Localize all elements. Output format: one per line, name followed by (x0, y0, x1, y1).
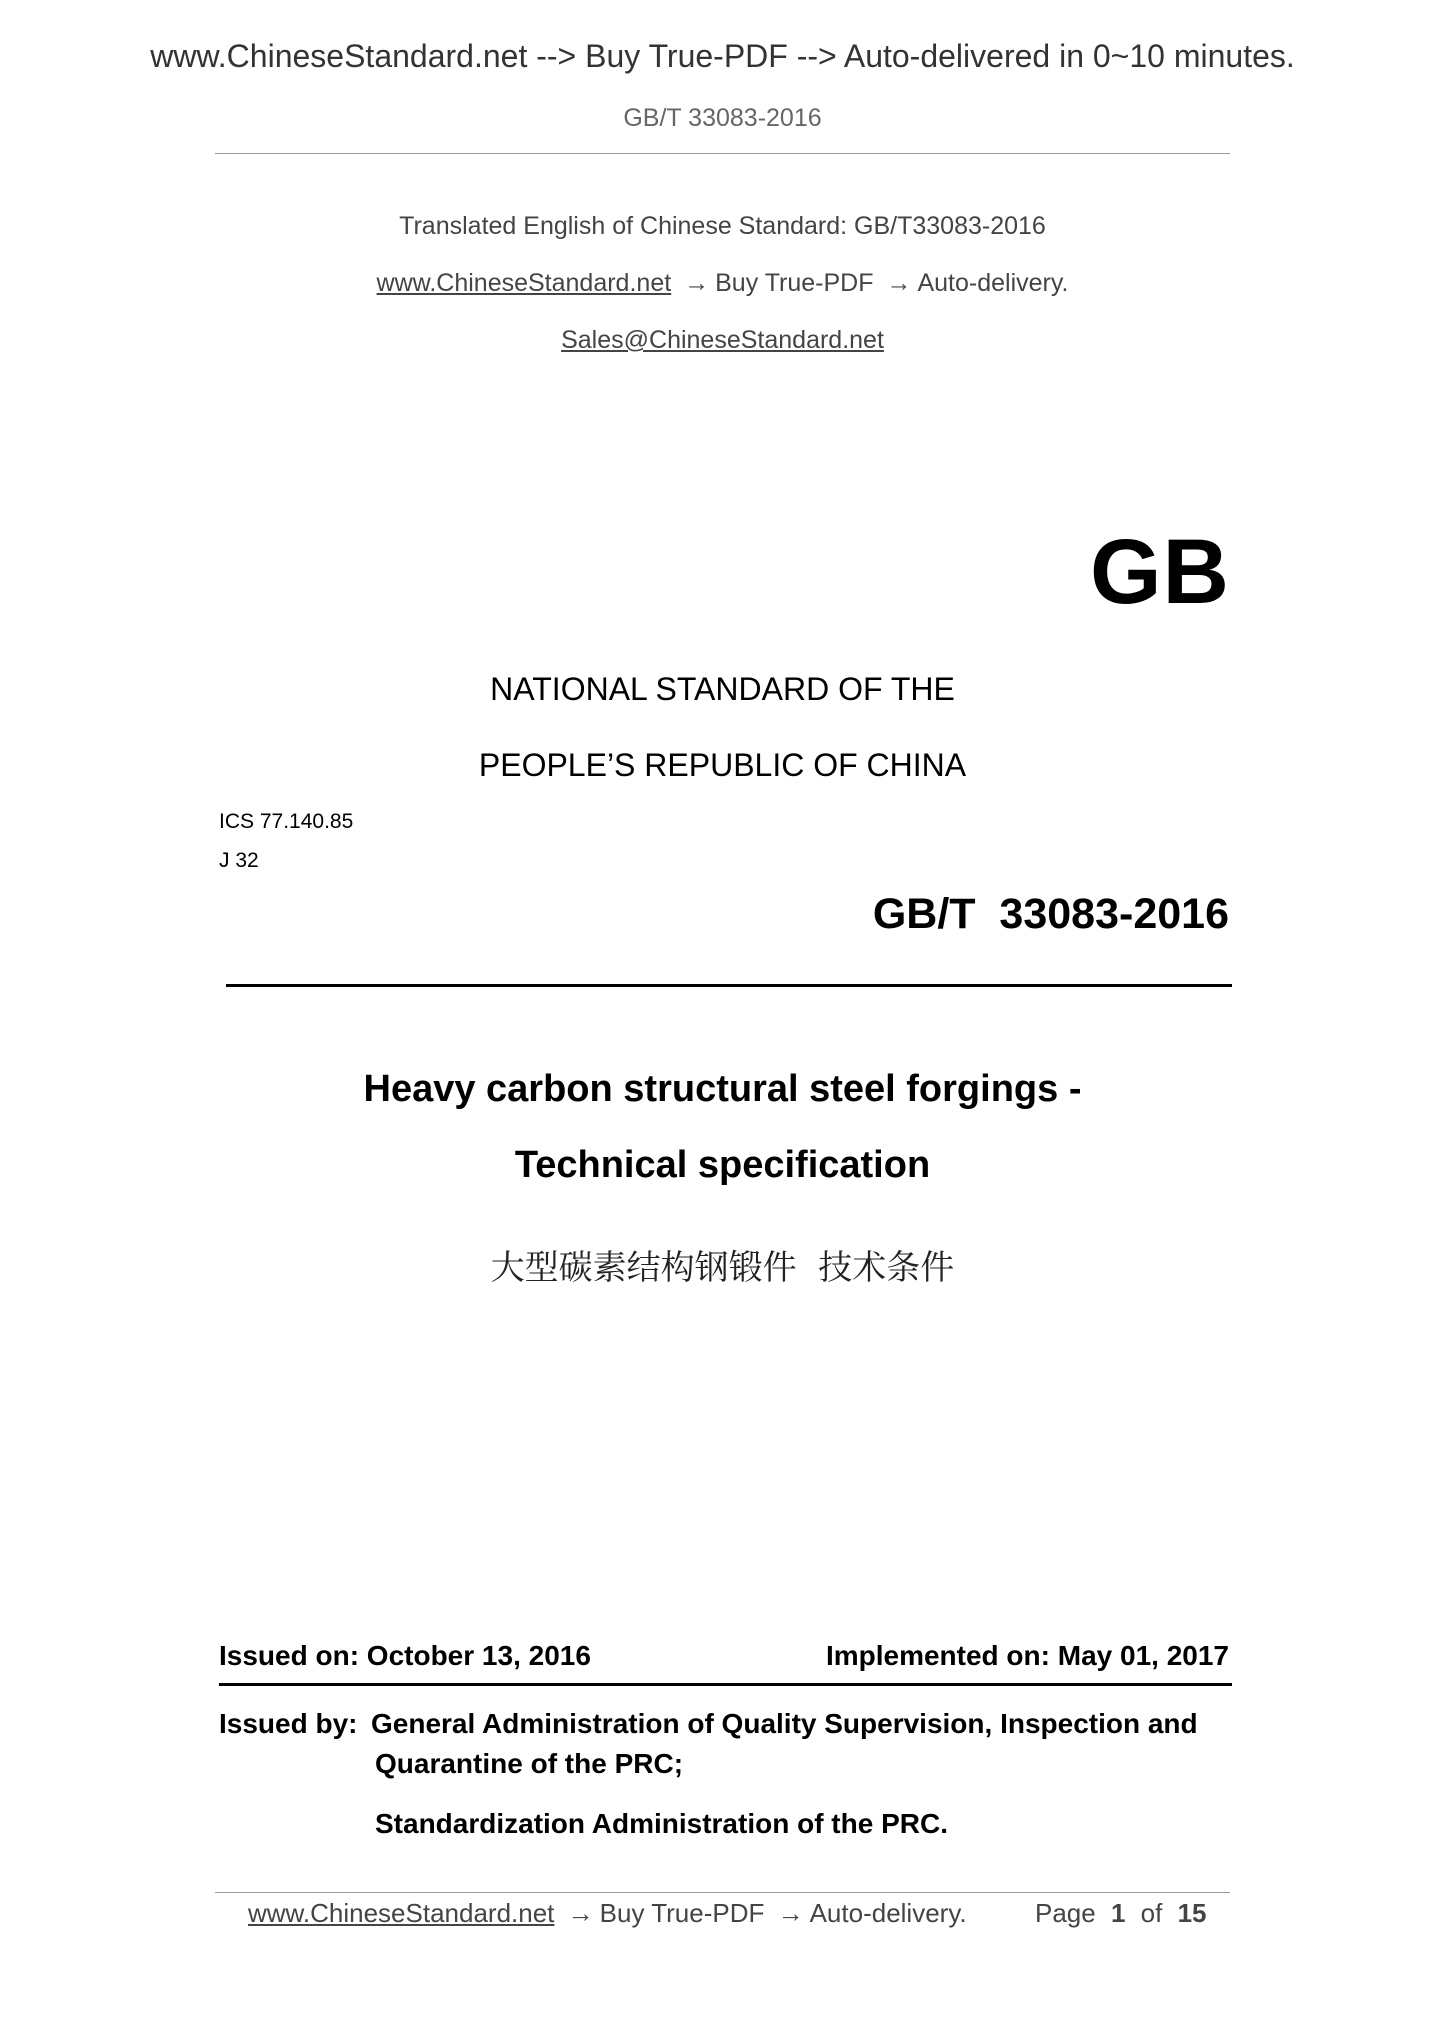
issued-on: Issued on: October 13, 2016 (219, 1640, 591, 1671)
buy-true-pdf-text: Buy True-PDF (715, 269, 874, 297)
issuer-1-line-1: General Administration of Quality Supervision, Inspection and (371, 1708, 1198, 1739)
implemented-on: Implemented on: May 01, 2017 (825, 1640, 1229, 1671)
standard-number: GB/T 33083-2016 (872, 890, 1229, 938)
page-current: 1 (1110, 1898, 1126, 1928)
ics-code: ICS 77.140.85 (219, 810, 354, 833)
of-label: of (1140, 1898, 1163, 1928)
promo-line (0, 269, 1445, 298)
issuer-1-line-2: Quarantine of the PRC; (375, 1748, 684, 1779)
issued-by-label: Issued by: (219, 1708, 358, 1739)
footer-rule (215, 1892, 1230, 1893)
site-banner: www.ChineseStandard.net --> Buy True-PDF --> Auto-delivered in 0~10 minutes. (150, 38, 1295, 74)
auto-delivery-text: Auto-delivery. (917, 269, 1069, 297)
page-label: Page (1035, 1898, 1096, 1928)
running-header: GB/T 33083-2016 (623, 104, 822, 132)
header-rule (215, 153, 1230, 154)
title-en-line-1: Heavy carbon structural steel forgings - (363, 1068, 1082, 1110)
footer-buy-text: Buy True-PDF (599, 1898, 765, 1928)
footer-site-link[interactable]: www.ChineseStandard.net (248, 1898, 555, 1928)
gb-mark: GB (1090, 521, 1230, 623)
national-standard-line-2: PEOPLE’S REPUBLIC OF CHINA (478, 747, 967, 783)
footer-promo (248, 1898, 967, 1929)
issuer-2: Standardization Administration of the PRC. (375, 1808, 948, 1839)
page-total: 15 (1177, 1898, 1207, 1928)
title-rule (226, 984, 1232, 987)
email-line (0, 326, 1445, 355)
ccs-code: J 32 (219, 849, 259, 872)
title-cn: 大型碳素结构钢锻件 技术条件 (490, 1248, 955, 1288)
arrow-right-icon: → (567, 1898, 594, 1928)
arrow-right-icon: → (684, 269, 710, 297)
sales-email-link[interactable]: Sales@ChineseStandard.net (561, 326, 884, 354)
footer-auto-text: Auto-delivery. (809, 1898, 967, 1928)
arrow-right-icon: → (777, 1898, 804, 1928)
dates-rule (219, 1683, 1232, 1686)
title-en-line-2: Technical specification (514, 1144, 931, 1186)
page-indicator (1035, 1898, 1207, 1929)
site-link[interactable]: www.ChineseStandard.net (376, 269, 672, 297)
translated-line: Translated English of Chinese Standard: GB/T33083-2016 (399, 212, 1046, 240)
national-standard-line-1: NATIONAL STANDARD OF THE (490, 671, 955, 707)
arrow-right-icon: → (886, 269, 912, 297)
